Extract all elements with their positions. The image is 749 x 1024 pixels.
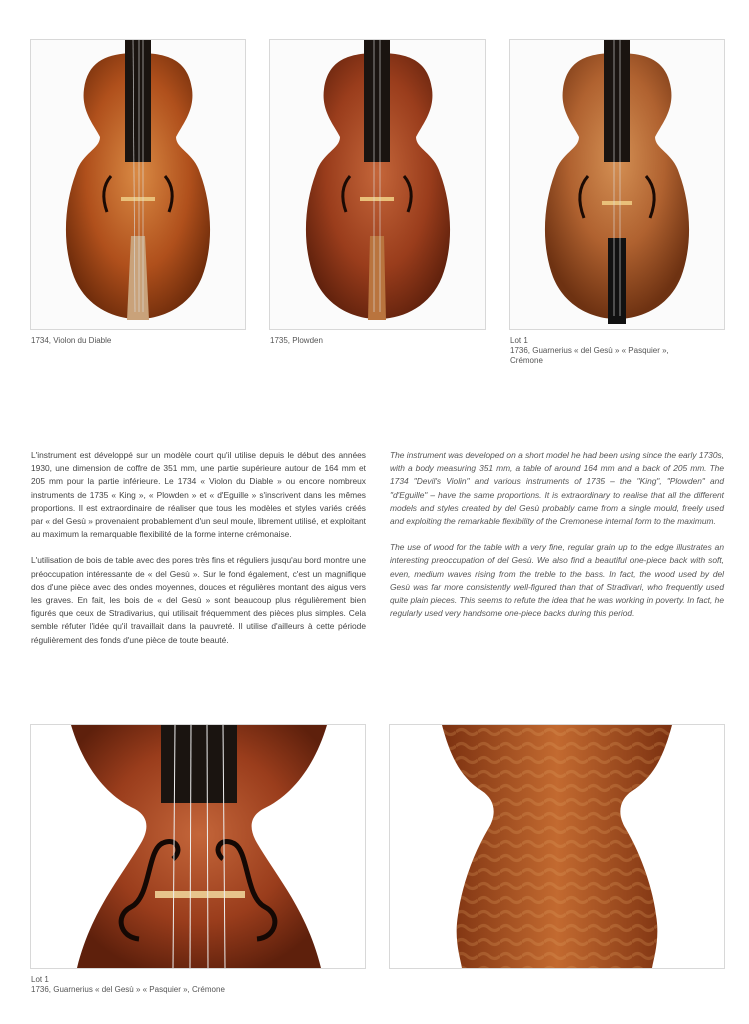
caption-text: 1734, Violon du Diable [31,336,112,345]
violin-back-detail-photo [389,724,725,969]
caption-line2: Crémone [510,356,543,365]
violin-photo-1735-plowden [269,39,486,330]
caption-1734 [31,336,231,346]
back-detail-image [390,725,724,968]
front-detail-image [31,725,365,968]
french-paragraph-1: L'instrument est développé sur un modèle court qu'il utilise depuis le début des années 1930, une dimension de coffre de 351 mm, une partie supérieure autour de 164 mm et 205 mm pour la partie inférieure. Le 1734 « Violon du Diable » ou encore nombreux instruments de 1735 « King », « Plowden » et « d'Eguille » s'inscrivent dans les mêmes proportions. Il est extraordinaire de réaliser que tous les modèles et styles variés créés par « del Gesù » provenaient probablement d'un seul moule, librement utilisé, et exploitant au maximum la remarquable flexibilité de la forme interne crémonaise. [31,450,366,540]
french-text-column [31,449,366,660]
violin-front-detail-photo [30,724,366,969]
caption-1736-bottom [31,975,361,995]
caption-line: 1736, Guarnerius « del Gesù » « Pasquier », Crémone [31,985,225,994]
english-paragraph-1: The instrument was developed on a short model he had been using since the early 1730s, with a body measuring 351 mm, a table of around 164 mm and a back of 205 mm. The 1734 "Devil's Violin" and various instruments of 1735 – the "King", "Plowden" and "d'Eguille" – have the same proportions. It is extraordinary to realise that all the different models and styles created by del Gesù probably came from a single mould, freely used and exploiting the remarkable flexibility of the Cremonese internal form to the maximum. [390,450,724,527]
violin-image [270,40,485,329]
caption-lot: Lot 1 [31,975,49,984]
violin-image [510,40,724,329]
caption-lot: Lot 1 [510,336,528,345]
violin-photo-1734-diable [30,39,246,330]
caption-1735 [270,336,470,346]
caption-line1: 1736, Guarnerius « del Gesù » « Pasquier », [510,346,669,355]
english-text-column [390,449,724,633]
caption-text: 1735, Plowden [270,336,323,345]
caption-1736-top [510,336,730,366]
violin-photo-1736-pasquier [509,39,725,330]
english-paragraph-2: The use of wood for the table with a very fine, regular grain up to the edge illustrates an interesting preoccupation of del Gesù. We also find a beautiful one-piece back with soft, even, medium waves rising from the treble to the bass. In fact, the wood used by del Gesù was far more consistently well-figured than that of Stradivari, who frequently used quite plain pieces. This seems to refute the idea that he was working in poverty. In fact, he regularly used very handsome one-piece backs during this period. [390,542,724,619]
violin-image [31,40,245,329]
french-paragraph-2: L'utilisation de bois de table avec des pores très fins et réguliers jusqu'au bord montre une préoccupation intéressante de « del Gesù ». Sur le fond également, c'est un magnifique dos d'une pièce avec des ondes moyennes, douces et régulières montant des aigus vers les graves. En fait, les bois de « del Gesù » sont beaucoup plus régulièrement bien figurés que ceux de Stradivarius, qui utilisait fréquemment des pièces plus simples. Cela semble réfuter l'idée qu'il travaillait dans la pauvreté. Il utilise d'ailleurs à cette période régulièrement des fonds d'une pièce de toute beauté. [31,555,366,645]
